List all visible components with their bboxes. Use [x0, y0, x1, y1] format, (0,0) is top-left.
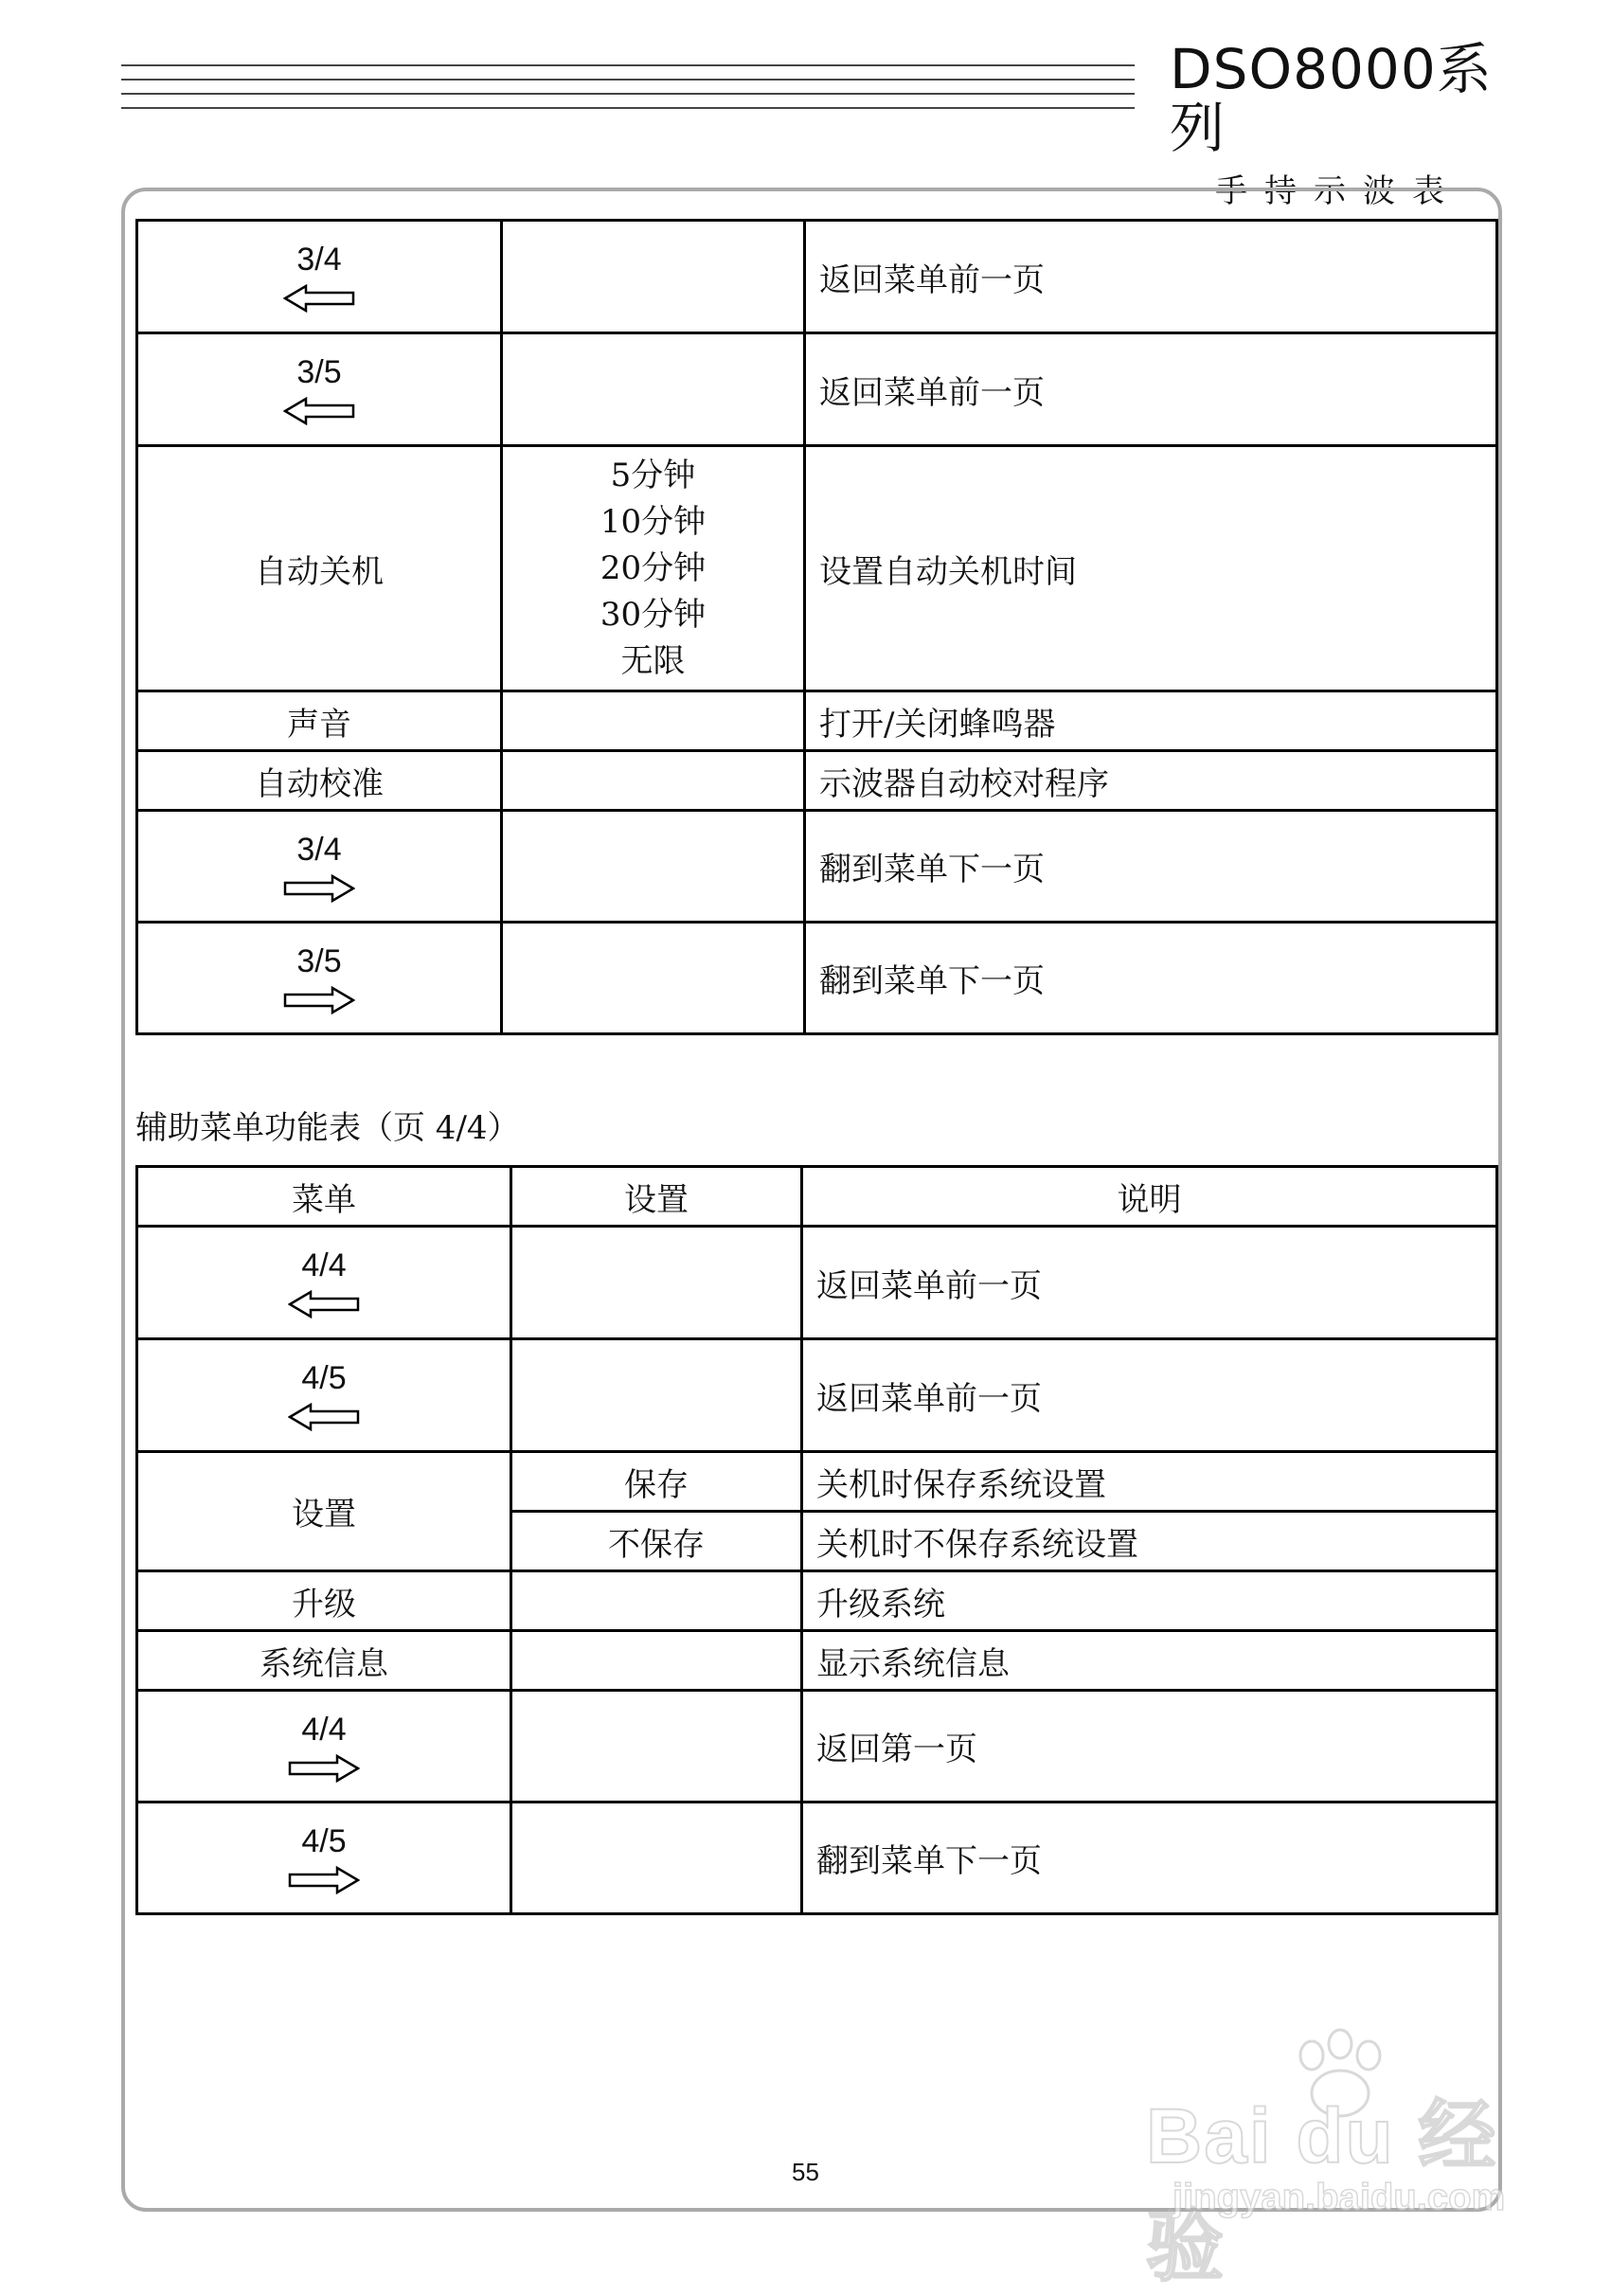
right-arrow-icon — [283, 874, 355, 903]
menu-table-page4 — [135, 1165, 1498, 1915]
menu-page-label: 3/4 — [296, 831, 342, 868]
setting-cell — [502, 751, 805, 811]
setting-cell — [511, 1803, 802, 1914]
menu-cell: 自动关机 — [137, 446, 502, 691]
right-arrow-icon — [283, 986, 355, 1014]
table-row — [137, 333, 1497, 446]
setting-cell — [502, 221, 805, 333]
setting-cell — [511, 1227, 802, 1339]
table-row — [137, 691, 1497, 751]
setting-cell — [502, 811, 805, 923]
menu-cell — [137, 221, 502, 333]
column-header-desc: 说明 — [802, 1167, 1497, 1227]
table-row — [137, 1452, 1497, 1512]
watermark-logo-text: Bai du 经验 — [1146, 2093, 1498, 2290]
desc-cell: 升级系统 — [802, 1571, 1497, 1631]
table-row — [137, 923, 1497, 1034]
desc-cell: 返回菜单前一页 — [802, 1227, 1497, 1339]
desc-cell: 返回第一页 — [802, 1691, 1497, 1803]
table-row — [137, 1339, 1497, 1452]
setting-option: 30分钟 — [600, 595, 707, 634]
series-title: DSO8000系列 — [1170, 37, 1493, 160]
setting-option: 无限 — [620, 641, 686, 680]
desc-cell: 返回菜单前一页 — [802, 1339, 1497, 1452]
left-arrow-icon — [288, 1403, 360, 1431]
desc-cell: 关机时不保存系统设置 — [802, 1512, 1497, 1571]
menu-cell — [137, 333, 502, 446]
table-row — [137, 221, 1497, 333]
page-number: 55 — [792, 2158, 819, 2186]
desc-cell: 返回菜单前一页 — [805, 221, 1497, 333]
menu-cell — [137, 1691, 511, 1803]
table-row — [137, 446, 1497, 691]
setting-cell — [502, 333, 805, 446]
right-arrow-icon — [288, 1866, 360, 1894]
setting-cell — [511, 1571, 802, 1631]
setting-cell — [502, 923, 805, 1034]
menu-cell — [137, 923, 502, 1034]
menu-page-label: 4/5 — [301, 1360, 347, 1396]
setting-option: 20分钟 — [600, 548, 707, 587]
setting-options — [502, 446, 805, 691]
setting-cell — [502, 691, 805, 751]
table-row — [137, 1631, 1497, 1691]
table-caption: 辅助菜单功能表（页 4/4） — [135, 1109, 520, 1147]
column-header-menu: 菜单 — [137, 1167, 511, 1227]
left-arrow-icon — [283, 397, 355, 425]
menu-page-label: 4/5 — [301, 1822, 347, 1859]
menu-page-label: 3/4 — [296, 242, 342, 278]
table-row — [137, 1691, 1497, 1803]
menu-page-label: 4/4 — [301, 1247, 347, 1283]
menu-cell: 自动校准 — [137, 751, 502, 811]
setting-cell — [511, 1691, 802, 1803]
watermark-url: jingyan.baidu.com — [1172, 2177, 1506, 2218]
desc-cell: 关机时保存系统设置 — [802, 1452, 1497, 1512]
setting-option: 10分钟 — [600, 502, 707, 541]
menu-cell: 升级 — [137, 1571, 511, 1631]
setting-cell — [511, 1339, 802, 1452]
table-row — [137, 811, 1497, 923]
left-arrow-icon — [283, 284, 355, 313]
desc-cell: 翻到菜单下一页 — [805, 923, 1497, 1034]
table-header-row — [137, 1167, 1497, 1227]
brand-block — [1170, 37, 1530, 211]
right-arrow-icon — [288, 1754, 360, 1783]
desc-cell: 翻到菜单下一页 — [805, 811, 1497, 923]
desc-cell: 设置自动关机时间 — [805, 446, 1497, 691]
baidu-watermark — [1146, 2027, 1534, 2290]
desc-cell: 示波器自动校对程序 — [805, 751, 1497, 811]
table-row — [137, 751, 1497, 811]
setting-cell: 不保存 — [511, 1512, 802, 1571]
column-header-setting: 设置 — [511, 1167, 802, 1227]
menu-cell — [137, 1803, 511, 1914]
menu-cell: 设置 — [137, 1452, 511, 1571]
setting-cell — [511, 1631, 802, 1691]
table-row — [137, 1571, 1497, 1631]
menu-cell: 系统信息 — [137, 1631, 511, 1691]
setting-cell: 保存 — [511, 1452, 802, 1512]
product-subtitle: 手持示波表 — [1215, 172, 1461, 210]
table-row — [137, 1803, 1497, 1914]
table-row — [137, 1227, 1497, 1339]
menu-cell — [137, 1227, 511, 1339]
menu-table-page3 — [135, 219, 1498, 1035]
menu-cell: 声音 — [137, 691, 502, 751]
menu-page-label: 3/5 — [296, 942, 342, 979]
menu-page-label: 4/4 — [301, 1711, 347, 1748]
desc-cell: 显示系统信息 — [802, 1631, 1497, 1691]
desc-cell: 返回菜单前一页 — [805, 333, 1497, 446]
setting-option: 5分钟 — [610, 456, 696, 494]
menu-page-label: 3/5 — [296, 354, 342, 390]
desc-cell: 翻到菜单下一页 — [802, 1803, 1497, 1914]
menu-cell — [137, 1339, 511, 1452]
left-arrow-icon — [288, 1290, 360, 1318]
desc-cell: 打开/关闭蜂鸣器 — [805, 691, 1497, 751]
header-rule-lines — [121, 64, 1135, 121]
menu-cell — [137, 811, 502, 923]
